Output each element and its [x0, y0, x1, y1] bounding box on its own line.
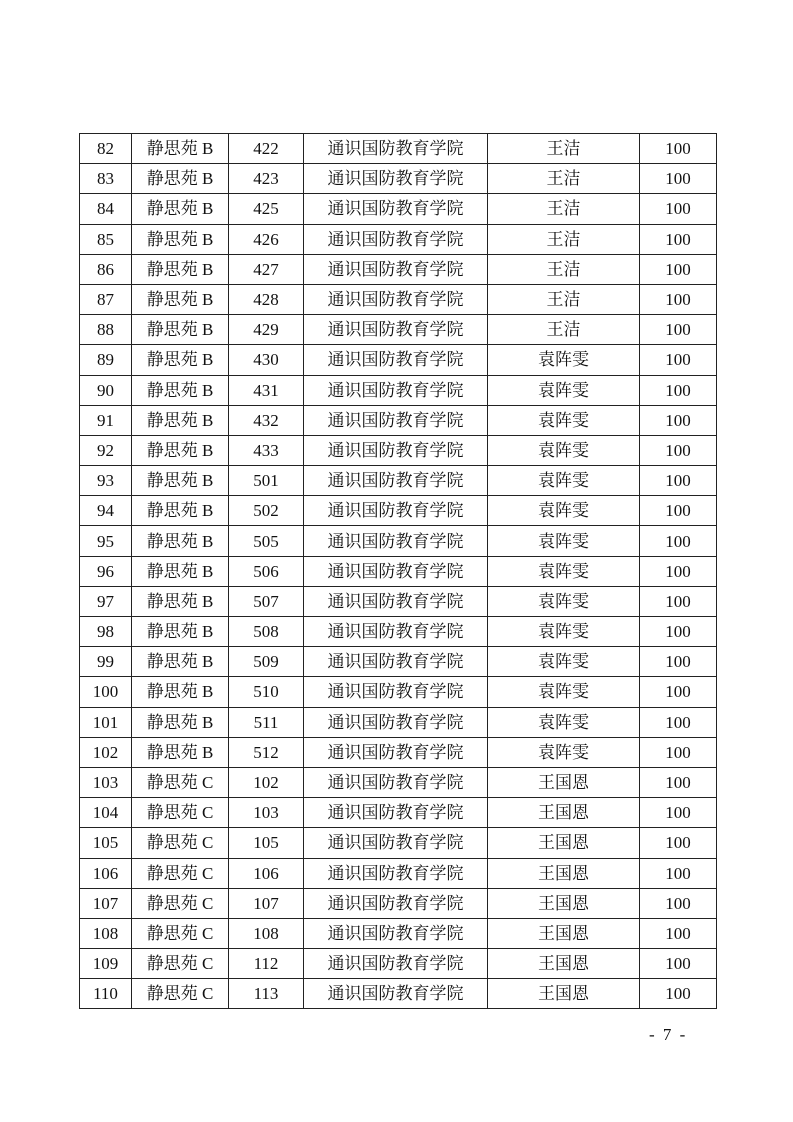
table-row	[80, 254, 717, 284]
room-cell: 511	[229, 707, 304, 737]
room-cell: 429	[229, 315, 304, 345]
score-cell: 100	[640, 315, 717, 345]
college-cell: 通识国防教育学院	[304, 224, 488, 254]
room-cell: 505	[229, 526, 304, 556]
building-cell: 静思苑 B	[132, 647, 229, 677]
score-cell: 100	[640, 254, 717, 284]
inspector-cell: 王洁	[488, 134, 640, 164]
building-cell: 静思苑 B	[132, 345, 229, 375]
row-index-cell: 97	[80, 586, 132, 616]
college-cell: 通识国防教育学院	[304, 435, 488, 465]
inspector-cell: 王洁	[488, 254, 640, 284]
row-index-cell: 91	[80, 405, 132, 435]
table-row	[80, 647, 717, 677]
inspector-cell: 王洁	[488, 164, 640, 194]
inspector-cell: 王洁	[488, 284, 640, 314]
score-cell: 100	[640, 375, 717, 405]
room-cell: 502	[229, 496, 304, 526]
inspector-cell: 袁阵雯	[488, 737, 640, 767]
inspector-cell: 袁阵雯	[488, 405, 640, 435]
building-cell: 静思苑 C	[132, 979, 229, 1009]
table-row	[80, 888, 717, 918]
building-cell: 静思苑 B	[132, 526, 229, 556]
score-cell: 100	[640, 496, 717, 526]
table-row	[80, 405, 717, 435]
score-cell: 100	[640, 979, 717, 1009]
college-cell: 通识国防教育学院	[304, 949, 488, 979]
row-index-cell: 102	[80, 737, 132, 767]
row-index-cell: 82	[80, 134, 132, 164]
table-row	[80, 194, 717, 224]
building-cell: 静思苑 C	[132, 828, 229, 858]
row-index-cell: 109	[80, 949, 132, 979]
college-cell: 通识国防教育学院	[304, 375, 488, 405]
row-index-cell: 105	[80, 828, 132, 858]
table-row	[80, 949, 717, 979]
row-index-cell: 90	[80, 375, 132, 405]
table-row	[80, 858, 717, 888]
inspector-cell: 袁阵雯	[488, 435, 640, 465]
score-cell: 100	[640, 858, 717, 888]
table-row	[80, 737, 717, 767]
inspector-cell: 袁阵雯	[488, 677, 640, 707]
building-cell: 静思苑 B	[132, 466, 229, 496]
building-cell: 静思苑 C	[132, 767, 229, 797]
college-cell: 通识国防教育学院	[304, 767, 488, 797]
row-index-cell: 89	[80, 345, 132, 375]
table-row	[80, 918, 717, 948]
inspector-cell: 袁阵雯	[488, 617, 640, 647]
college-cell: 通识国防教育学院	[304, 526, 488, 556]
inspector-cell: 袁阵雯	[488, 466, 640, 496]
score-cell: 100	[640, 435, 717, 465]
inspector-cell: 袁阵雯	[488, 707, 640, 737]
building-cell: 静思苑 C	[132, 858, 229, 888]
inspector-cell: 王国恩	[488, 828, 640, 858]
college-cell: 通识国防教育学院	[304, 888, 488, 918]
building-cell: 静思苑 C	[132, 798, 229, 828]
inspector-cell: 袁阵雯	[488, 586, 640, 616]
building-cell: 静思苑 B	[132, 254, 229, 284]
score-cell: 100	[640, 134, 717, 164]
room-cell: 426	[229, 224, 304, 254]
inspector-cell: 王国恩	[488, 949, 640, 979]
table-row	[80, 617, 717, 647]
building-cell: 静思苑 B	[132, 556, 229, 586]
building-cell: 静思苑 B	[132, 677, 229, 707]
college-cell: 通识国防教育学院	[304, 586, 488, 616]
score-cell: 100	[640, 405, 717, 435]
building-cell: 静思苑 B	[132, 586, 229, 616]
inspector-cell: 王国恩	[488, 888, 640, 918]
college-cell: 通识国防教育学院	[304, 284, 488, 314]
college-cell: 通识国防教育学院	[304, 556, 488, 586]
college-cell: 通识国防教育学院	[304, 858, 488, 888]
row-index-cell: 99	[80, 647, 132, 677]
building-cell: 静思苑 B	[132, 315, 229, 345]
score-cell: 100	[640, 677, 717, 707]
building-cell: 静思苑 B	[132, 707, 229, 737]
room-cell: 501	[229, 466, 304, 496]
building-cell: 静思苑 B	[132, 737, 229, 767]
room-cell: 107	[229, 888, 304, 918]
room-cell: 427	[229, 254, 304, 284]
score-cell: 100	[640, 949, 717, 979]
college-cell: 通识国防教育学院	[304, 405, 488, 435]
room-cell: 506	[229, 556, 304, 586]
inspector-cell: 王国恩	[488, 858, 640, 888]
college-cell: 通识国防教育学院	[304, 345, 488, 375]
score-cell: 100	[640, 556, 717, 586]
inspector-cell: 王国恩	[488, 918, 640, 948]
row-index-cell: 104	[80, 798, 132, 828]
table-row	[80, 345, 717, 375]
building-cell: 静思苑 B	[132, 224, 229, 254]
inspector-cell: 王国恩	[488, 798, 640, 828]
room-cell: 113	[229, 979, 304, 1009]
building-cell: 静思苑 B	[132, 194, 229, 224]
building-cell: 静思苑 B	[132, 435, 229, 465]
building-cell: 静思苑 C	[132, 949, 229, 979]
score-cell: 100	[640, 798, 717, 828]
college-cell: 通识国防教育学院	[304, 647, 488, 677]
table-row	[80, 798, 717, 828]
row-index-cell: 86	[80, 254, 132, 284]
room-cell: 422	[229, 134, 304, 164]
room-cell: 431	[229, 375, 304, 405]
score-cell: 100	[640, 737, 717, 767]
college-cell: 通识国防教育学院	[304, 254, 488, 284]
inspector-cell: 袁阵雯	[488, 647, 640, 677]
row-index-cell: 103	[80, 767, 132, 797]
room-cell: 423	[229, 164, 304, 194]
table-row	[80, 435, 717, 465]
college-cell: 通识国防教育学院	[304, 918, 488, 948]
table-row	[80, 586, 717, 616]
table-row	[80, 677, 717, 707]
row-index-cell: 88	[80, 315, 132, 345]
inspector-cell: 袁阵雯	[488, 375, 640, 405]
score-table-container	[79, 133, 716, 1009]
row-index-cell: 108	[80, 918, 132, 948]
college-cell: 通识国防教育学院	[304, 617, 488, 647]
score-cell: 100	[640, 918, 717, 948]
college-cell: 通识国防教育学院	[304, 194, 488, 224]
row-index-cell: 100	[80, 677, 132, 707]
score-cell: 100	[640, 526, 717, 556]
inspector-cell: 王洁	[488, 315, 640, 345]
score-cell: 100	[640, 224, 717, 254]
score-cell: 100	[640, 767, 717, 797]
table-row	[80, 496, 717, 526]
score-cell: 100	[640, 617, 717, 647]
inspector-cell: 袁阵雯	[488, 345, 640, 375]
room-cell: 510	[229, 677, 304, 707]
room-cell: 103	[229, 798, 304, 828]
inspector-cell: 王洁	[488, 224, 640, 254]
inspector-cell: 袁阵雯	[488, 556, 640, 586]
room-cell: 508	[229, 617, 304, 647]
table-row	[80, 828, 717, 858]
inspector-cell: 王洁	[488, 194, 640, 224]
row-index-cell: 87	[80, 284, 132, 314]
room-cell: 432	[229, 405, 304, 435]
score-cell: 100	[640, 828, 717, 858]
building-cell: 静思苑 B	[132, 617, 229, 647]
score-cell: 100	[640, 164, 717, 194]
table-body	[80, 134, 717, 1009]
room-cell: 112	[229, 949, 304, 979]
room-cell: 507	[229, 586, 304, 616]
row-index-cell: 94	[80, 496, 132, 526]
inspector-cell: 王国恩	[488, 767, 640, 797]
row-index-cell: 85	[80, 224, 132, 254]
room-cell: 509	[229, 647, 304, 677]
score-cell: 100	[640, 194, 717, 224]
room-cell: 425	[229, 194, 304, 224]
table-row	[80, 466, 717, 496]
college-cell: 通识国防教育学院	[304, 496, 488, 526]
room-cell: 106	[229, 858, 304, 888]
college-cell: 通识国防教育学院	[304, 737, 488, 767]
table-row	[80, 315, 717, 345]
row-index-cell: 106	[80, 858, 132, 888]
table-row	[80, 375, 717, 405]
building-cell: 静思苑 B	[132, 284, 229, 314]
table-row	[80, 767, 717, 797]
room-cell: 428	[229, 284, 304, 314]
table-row	[80, 284, 717, 314]
row-index-cell: 101	[80, 707, 132, 737]
row-index-cell: 98	[80, 617, 132, 647]
college-cell: 通识国防教育学院	[304, 798, 488, 828]
college-cell: 通识国防教育学院	[304, 315, 488, 345]
row-index-cell: 93	[80, 466, 132, 496]
score-cell: 100	[640, 888, 717, 918]
table-row	[80, 979, 717, 1009]
room-cell: 105	[229, 828, 304, 858]
inspector-cell: 王国恩	[488, 979, 640, 1009]
score-table	[79, 133, 717, 1009]
college-cell: 通识国防教育学院	[304, 164, 488, 194]
college-cell: 通识国防教育学院	[304, 828, 488, 858]
table-row	[80, 707, 717, 737]
room-cell: 102	[229, 767, 304, 797]
table-row	[80, 526, 717, 556]
score-cell: 100	[640, 647, 717, 677]
college-cell: 通识国防教育学院	[304, 677, 488, 707]
row-index-cell: 107	[80, 888, 132, 918]
row-index-cell: 96	[80, 556, 132, 586]
building-cell: 静思苑 B	[132, 496, 229, 526]
room-cell: 430	[229, 345, 304, 375]
score-cell: 100	[640, 345, 717, 375]
table-row	[80, 556, 717, 586]
row-index-cell: 92	[80, 435, 132, 465]
building-cell: 静思苑 B	[132, 405, 229, 435]
building-cell: 静思苑 C	[132, 888, 229, 918]
college-cell: 通识国防教育学院	[304, 134, 488, 164]
room-cell: 433	[229, 435, 304, 465]
row-index-cell: 84	[80, 194, 132, 224]
score-cell: 100	[640, 586, 717, 616]
row-index-cell: 110	[80, 979, 132, 1009]
college-cell: 通识国防教育学院	[304, 979, 488, 1009]
page-number: - 7 -	[649, 1025, 688, 1044]
table-row	[80, 164, 717, 194]
table-row	[80, 224, 717, 254]
row-index-cell: 95	[80, 526, 132, 556]
inspector-cell: 袁阵雯	[488, 496, 640, 526]
room-cell: 108	[229, 918, 304, 948]
building-cell: 静思苑 B	[132, 375, 229, 405]
building-cell: 静思苑 B	[132, 164, 229, 194]
score-cell: 100	[640, 466, 717, 496]
inspector-cell: 袁阵雯	[488, 526, 640, 556]
building-cell: 静思苑 B	[132, 134, 229, 164]
college-cell: 通识国防教育学院	[304, 466, 488, 496]
table-row	[80, 134, 717, 164]
building-cell: 静思苑 C	[132, 918, 229, 948]
score-cell: 100	[640, 284, 717, 314]
score-cell: 100	[640, 707, 717, 737]
room-cell: 512	[229, 737, 304, 767]
row-index-cell: 83	[80, 164, 132, 194]
college-cell: 通识国防教育学院	[304, 707, 488, 737]
